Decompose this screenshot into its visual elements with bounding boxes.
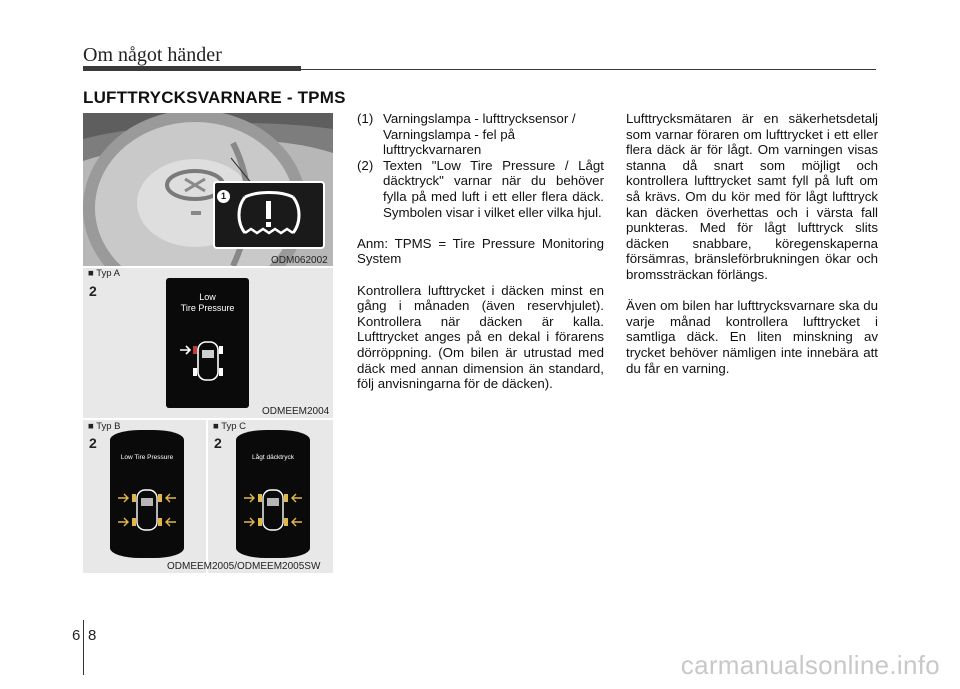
figure-code-typ-a: ODMEEM2004 [262, 406, 330, 417]
car-top-icon [166, 328, 249, 398]
typ-b-banner: Low Tire Pressure [120, 454, 174, 461]
list-item-2 [357, 158, 604, 220]
list-item-1-text: Varningslampa - lufttrycksensor / Varningslampa - fel på lufttryckvarnaren [383, 111, 576, 158]
typ-c-image [208, 420, 333, 573]
tpms-note: Anm: TPMS = Tire Pressure Monitoring System [357, 235, 604, 267]
typ-c-display [236, 430, 310, 558]
typ-b-display [110, 430, 184, 558]
page-number-left: 6 [72, 627, 81, 644]
typ-c-label: ■ Typ C [213, 421, 247, 432]
car-top-icon-c [236, 478, 310, 548]
typ-c-banner: Lågt däcktryck [252, 454, 294, 461]
header-rule-thin [301, 69, 876, 70]
tpms-callout-panel [213, 181, 325, 249]
list-item-2-text: Texten "Low Tire Pressure / Lågt däcktryck" varnar när du behöver fylla på med luft i ett eller flera däck. Symbolen visar i vilket eller vilka hjul. [383, 157, 604, 220]
header-rule-thick [83, 66, 301, 71]
typ-a-display [166, 278, 249, 408]
typ-a-display-text [166, 292, 249, 314]
page-number-divider [83, 620, 84, 675]
typ-b-image [83, 420, 206, 573]
callout-number-1: 1 [217, 190, 230, 203]
page-number-right: 8 [88, 627, 97, 644]
list-item-1-num: (1) [357, 111, 374, 126]
dashboard-image [83, 113, 333, 266]
typ-b-label: ■ Typ B [88, 421, 121, 432]
typ-a-line-low: Low [199, 292, 216, 302]
text-column-2 [626, 111, 878, 392]
paragraph-monthly-check: Även om bilen har lufttrycksvarnare ska du varje månad kontrollera lufttrycket i samtliga däck. En liten minskning av trycket behöver nämligen inte innebära att du får en varning. [626, 298, 878, 376]
list-item-2-num: (2) [357, 157, 374, 173]
watermark: carmanualsonline.info [680, 650, 940, 680]
chapter-title: Om något händer [83, 44, 222, 66]
figure-code-typ-bc: ODMEEM2005/ODMEEM2005SW [167, 561, 321, 572]
paragraph-safety: Lufttrycksmätaren är en säkerhetsdetalj som varnar föraren om lufttrycket i ett eller flera däck är för lågt. Om varningen visas stanna då snart som möjligt och kontrollera lufttrycket samt fyll på luft om så krävs. Om du kör med för lågt lufttryck kan däcken överhettas och i värsta fall punkteras. Med för lågt lufttryck slits däcken snabbare, köregenskaperna försämras, bränsleförbrukningen ökar och bromssträckan förlängs. [626, 111, 878, 282]
paragraph-check-pressure: Kontrollera lufttrycket i däcken minst en gång i månaden (även reservhjulet). Kontrollera när däcken är kalla. Lufttrycket anges på en dekal i förarens dörröppning. (Om bilen är utrustad med däck med annan dimension än standard, följ anvisningarna för de däcken). [357, 282, 604, 392]
text-column-1 [357, 111, 604, 407]
typ-a-image [83, 268, 333, 418]
section-title: LUFTTRYCKSVARNARE - TPMS [83, 88, 346, 107]
typ-a-num: 2 [89, 283, 97, 299]
typ-b-num: 2 [89, 435, 97, 451]
figure-code-dash: ODM062002 [271, 255, 328, 266]
typ-a-line-tire-pressure: Tire Pressure [180, 303, 235, 313]
tpms-warning-icon [215, 183, 323, 247]
car-top-icon-b [110, 478, 184, 548]
typ-c-num: 2 [214, 435, 222, 451]
list-item-1 [357, 111, 604, 158]
typ-a-label: ■ Typ A [88, 268, 120, 279]
